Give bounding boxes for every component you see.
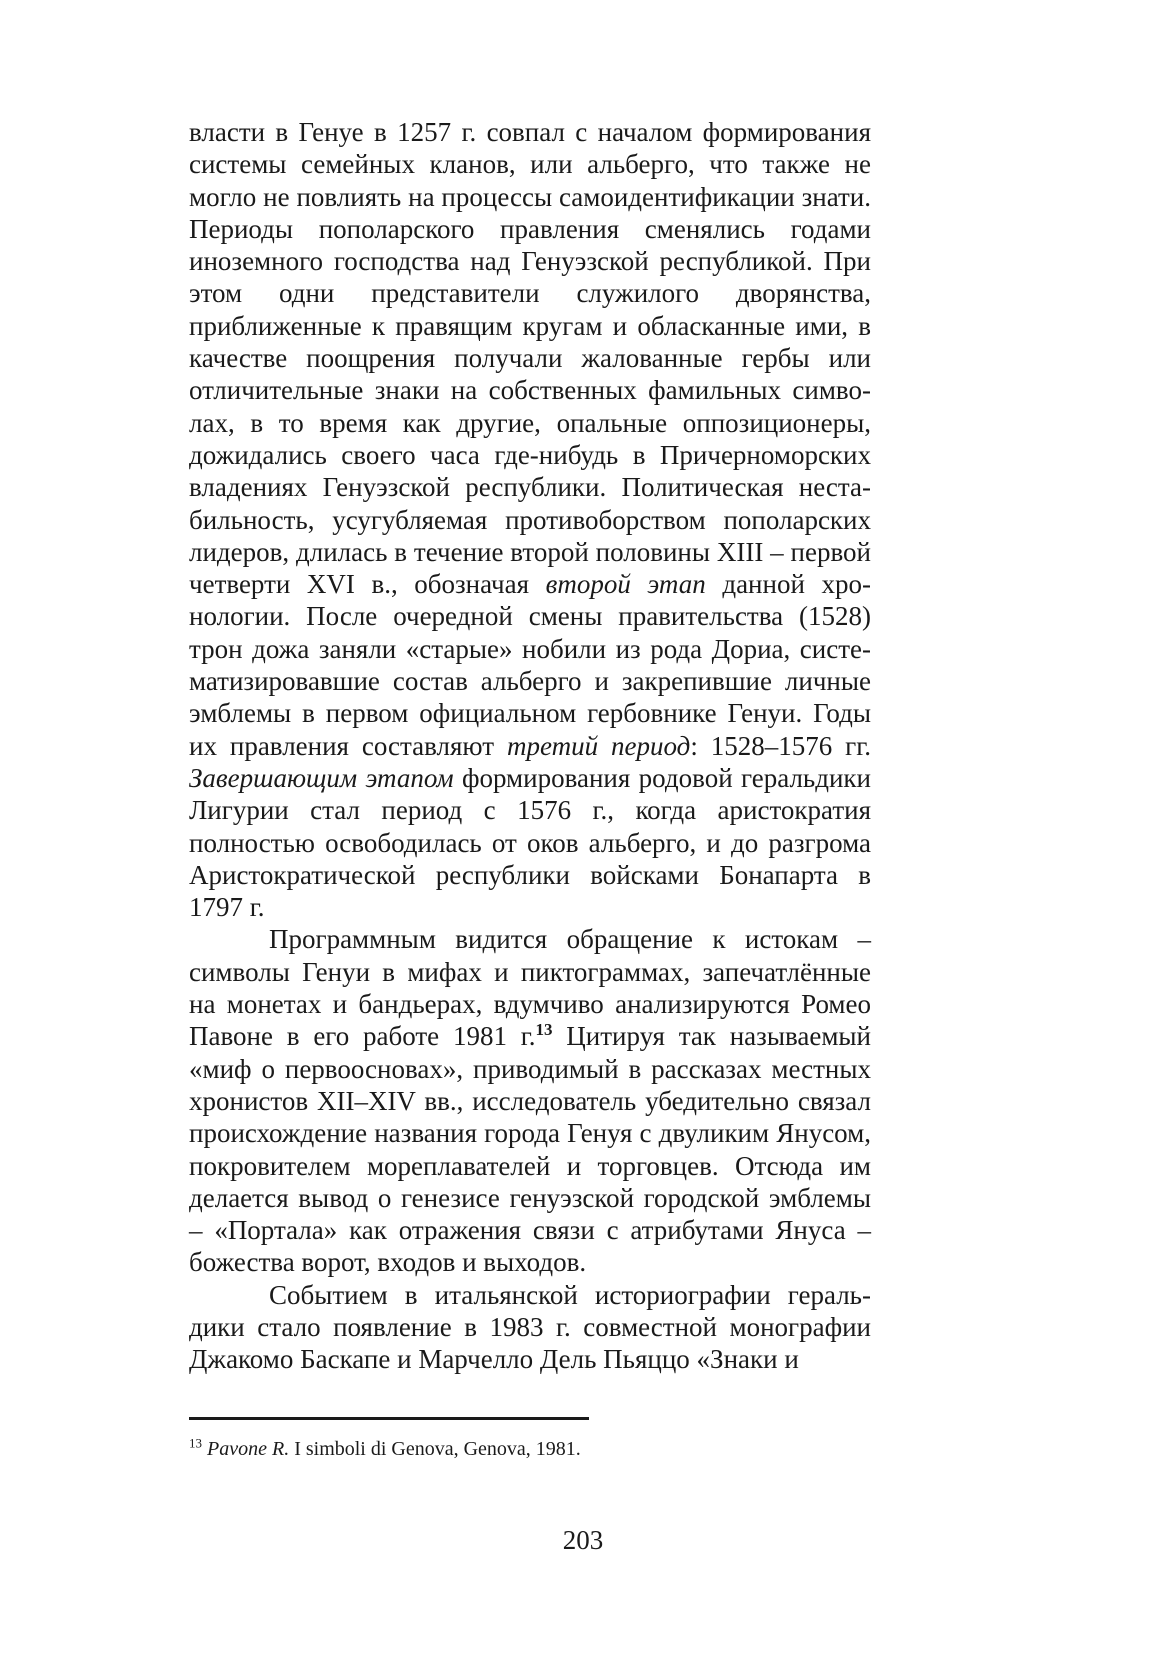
footnote-author: Pavone R. [207,1438,290,1460]
paragraph-text: власти в Генуе в 1257 г. совпал с началом формирования системы семейных кланов, или альберго, что также не могло не повлиять на процессы самоидентификации знати. Периоды пополарского правления сменялись годами иноземного господства над Генуэзской республикой. При этом одни представители служилого дворянства, приближенные к правящим кругам и обласканные ими, в качестве поощрения получали жалованные гербы или отличительные знаки на собственных фамильных символах, в то время как другие, опальные оппозиционеры, дожидались своего часа где-нибудь в Причерноморских владениях Генуэзской республики. Политическая нестабильность, усугубляемая противоборством пополарских лидеров, длилась в течение второй половины XIII – первой четверти XVI в., обозначая [189,117,871,600]
paragraph-text: : 1528–1576 гг. [690,730,872,761]
paragraph-text: данной хронологии. После очередной смены правительства (1528) трон дожа заняли «старые» нобили из рода Дориа, систематизировавшие состав альберго и закрепившие личные эмблемы в первом официальном гербовнике Генуи. Годы их правления составляют [189,569,871,761]
paragraph-text: Программным видится обращение к истокам – символы Генуи в мифах и пиктограммах, запечатлённые на монетах и бандьерах, вдумчиво анализируются Ромео Павоне в его работе 1981 г. [189,924,871,1052]
paragraph-text: Цитируя так называемый «миф о первоосновах», приводимый в рассказах местных хронистов XII–XIV вв., исследователь убедительно связал происхождение названия города Генуя с двуликим Янусом, покровителем мореплавателей и торговцев. Отсюда им делается вывод о генезисе генуэзской городской эмблемы – «Портала» как отражения связи с атрибутами Януса – божества ворот, входов и выходов. [189,1021,871,1278]
paragraph-3 [189,1279,871,1376]
footnote-13 [189,1436,871,1462]
page-number: 203 [562,1525,604,1555]
footnote-text: I simboli di Genova, Genova, 1981. [289,1438,581,1460]
paragraph-2 [189,923,871,1278]
paragraph-text: формирования родовой геральдики Лигурии стал период с 1576 г., когда аристократия полностью освободилась от оков альберго, и до разгрома Аристократической республики войсками Бонапарта в 1797 г. [189,762,871,923]
emphasis-text: Завершающим этапом [189,762,454,793]
footnote-marker: 13 [189,1435,202,1451]
footnote-reference: 13 [535,1020,553,1040]
emphasis-text: третий период [506,730,691,761]
paragraph-text: Событием в итальянской историографии геральдики стало появление в 1983 г. совместной монографии Джакомо Баскапе и Марчелло Дель Пьяццо «Знаки и [189,1279,871,1375]
footnote-separator [189,1417,589,1420]
page-body [189,116,871,1376]
paragraph-1 [189,116,871,923]
emphasis-text: второй этап [545,569,706,600]
